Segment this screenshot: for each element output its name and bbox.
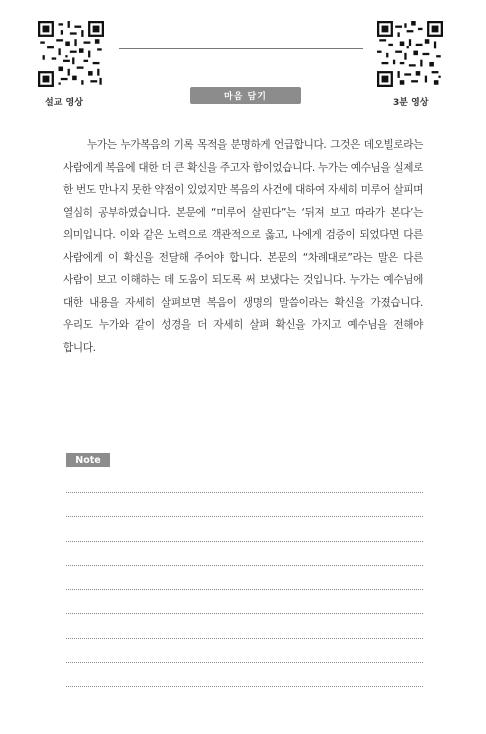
- note-writing-area[interactable]: [66, 492, 423, 711]
- qr-code-sermon-video[interactable]: [38, 21, 104, 87]
- qr-code-icon: [377, 21, 443, 87]
- note-line: [66, 686, 423, 687]
- qr-label-sermon-video: 설교 영상: [45, 98, 83, 108]
- body-paragraph: 누가는 누가복음의 기록 목적을 분명하게 언급합니다. 그것은 데오빌로라는 사람에게 복음에 대한 더 큰 확신을 주고자 함이었습니다. 누가는 예수님을 실제로 한 번도 만나지 못한 약점이 있었지만 복음의 사건에 대하여 자세히 미루어 살피며 열심히 공부하였습니다. 본문에 “미루어 살핀다”는 ‘뒤져 보고 따라가 본다’는 의미입니다. 이와 같은 노력으로 객관적으로 옳고, 나에게 검증이 되었다면 다른 사람에게 이 확신을 전달해 주어야 합니다. 본문의 “차례대로”라는 말은 다른 사람이 보고 이해하는 데 도움이 되도록 써 보냈다는 것입니다. 누가는 예수님에 대한 내용을 자세히 살펴보면 복음이 생명의 말씀이라는 확신을 가졌습니다. 우리도 누가와 같이 성경을 더 자세히 살펴 확신을 가지고 예수님을 전해야 합니다.: [63, 139, 423, 354]
- note-line: [66, 541, 423, 542]
- note-line: [66, 589, 423, 590]
- note-label: Note: [66, 453, 110, 467]
- header-divider: [119, 48, 363, 49]
- qr-label-3min-video: 3분 영상: [393, 98, 429, 108]
- note-line: [66, 565, 423, 566]
- section-title-badge: 마음 담기: [190, 87, 301, 104]
- note-line: [66, 613, 423, 614]
- qr-code-3min-video[interactable]: [377, 21, 443, 87]
- qr-code-icon: [38, 21, 104, 87]
- note-line: [66, 638, 423, 639]
- note-line: [66, 662, 423, 663]
- note-line: [66, 516, 423, 517]
- note-line: [66, 492, 423, 493]
